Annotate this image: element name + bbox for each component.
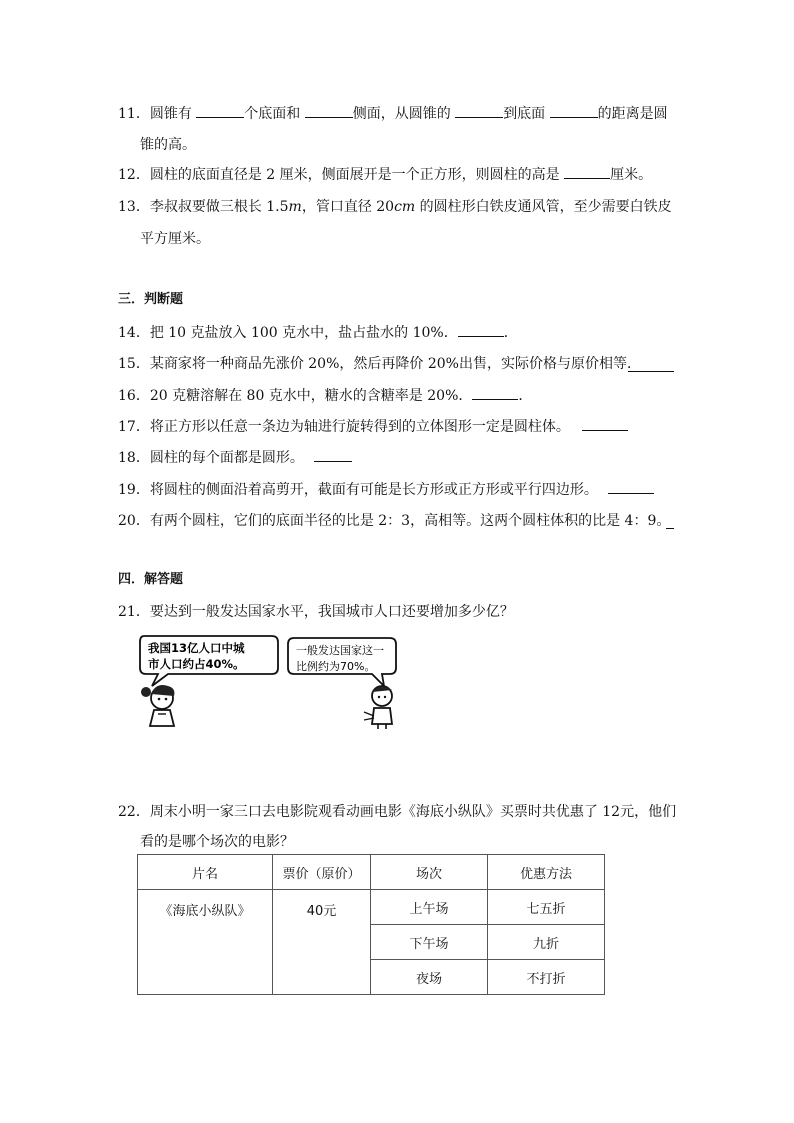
answer-blank[interactable]	[582, 416, 628, 431]
question-number: 15．	[118, 356, 150, 372]
question-22: 22．周末小明一家三口去电影院观看动画电影《海底小纵队》买票时共优惠了 12元，他们	[118, 804, 677, 820]
question-number: 12．	[118, 167, 150, 183]
discount-cell: 不打折	[488, 960, 605, 995]
price-cell: 40元	[273, 890, 371, 995]
discount-cell: 九折	[488, 925, 605, 960]
answer-blank[interactable]	[458, 322, 504, 337]
question-number: 18．	[118, 450, 150, 466]
question-11-continued: 锥的高。	[140, 137, 196, 153]
answer-blank[interactable]	[666, 527, 674, 529]
question-number: 22．	[118, 804, 150, 820]
answer-blank[interactable]	[564, 164, 610, 179]
ticket-price-table	[137, 854, 605, 995]
question-11: 11．圆锥有 个底面和 侧面，从圆锥的 到底面 的距离是圆	[118, 103, 668, 124]
table-header-cell: 优惠方法	[488, 855, 605, 890]
bubble-left-text-1: 我国13亿人口中城	[148, 641, 245, 655]
discount-cell: 七五折	[488, 890, 605, 925]
movie-name-cell: 《海底小纵队》	[138, 890, 273, 995]
answer-blank[interactable]	[455, 103, 503, 118]
answer-blank[interactable]	[550, 103, 598, 118]
answer-blank[interactable]	[628, 370, 674, 372]
question-number: 21．	[118, 604, 150, 620]
cartoon-illustration	[132, 630, 402, 730]
section-title-answer: 四．解答题	[118, 572, 184, 587]
question-20: 20．有两个圆柱，它们的底面半径的比是 2：3，高相等。这两个圆柱体积的比是 4：9。	[118, 513, 671, 529]
question-17: 17．将正方形以任意一条边为轴进行旋转得到的立体图形一定是圆柱体。	[118, 416, 628, 437]
answer-blank[interactable]	[472, 385, 518, 400]
question-22-continued: 看的是哪个场次的电影？	[140, 834, 294, 850]
session-cell: 下午场	[371, 925, 488, 960]
section-title-judgement: 三．判断题	[118, 292, 184, 307]
boy-character-icon	[364, 686, 392, 729]
table-header-cell: 场次	[371, 855, 488, 890]
question-12: 12．圆柱的底面直径是 2 厘米，侧面展开是一个正方形，则圆柱的高是 厘米。	[118, 164, 652, 185]
question-number: 13．	[118, 199, 150, 215]
session-cell: 上午场	[371, 890, 488, 925]
question-15: 15．某商家将一种商品先涨价 20%，然后再降价 20%出售，实际价格与原价相等．	[118, 356, 641, 372]
question-13: 13．李叔叔要做三根长 1.5m，管口直径 20cm 的圆柱形白铁皮通风管，至少需要白铁皮	[118, 199, 672, 215]
question-number: 11．	[118, 106, 150, 122]
bubble-left-text-2: 市人口约占40%。	[148, 657, 245, 671]
question-21: 21．要达到一般发达国家水平，我国城市人口还要增加多少亿？	[118, 604, 514, 620]
question-18: 18．圆柱的每个面都是圆形。	[118, 447, 352, 468]
answer-blank[interactable]	[314, 447, 352, 462]
question-number: 17．	[118, 419, 150, 435]
table-header-cell: 票价（原价）	[273, 855, 371, 890]
table-header-row	[138, 855, 605, 890]
answer-blank[interactable]	[305, 103, 353, 118]
question-number: 16．	[118, 388, 150, 404]
girl-character-icon	[141, 685, 174, 726]
table-header-cell: 片名	[138, 855, 273, 890]
question-16: 16．20 克糖溶解在 80 克水中，糖水的含糖率是 20%． ．	[118, 385, 532, 406]
question-number: 14．	[118, 325, 150, 341]
table-row	[138, 890, 605, 925]
session-cell: 夜场	[371, 960, 488, 995]
question-13-continued: 平方厘米。	[140, 231, 210, 247]
question-number: 20．	[118, 513, 150, 529]
bubble-right-text-2: 比例约为70%。	[296, 660, 376, 673]
question-19: 19．将圆柱的侧面沿着高剪开，截面有可能是长方形或正方形或平行四边形。	[118, 479, 654, 500]
question-number: 19．	[118, 482, 150, 498]
bubble-right-text-1: 一般发达国家这一	[296, 644, 384, 657]
question-14: 14．把 10 克盐放入 100 克水中，盐占盐水的 10%． ．	[118, 322, 518, 343]
answer-blank[interactable]	[196, 103, 244, 118]
answer-blank[interactable]	[608, 479, 654, 494]
